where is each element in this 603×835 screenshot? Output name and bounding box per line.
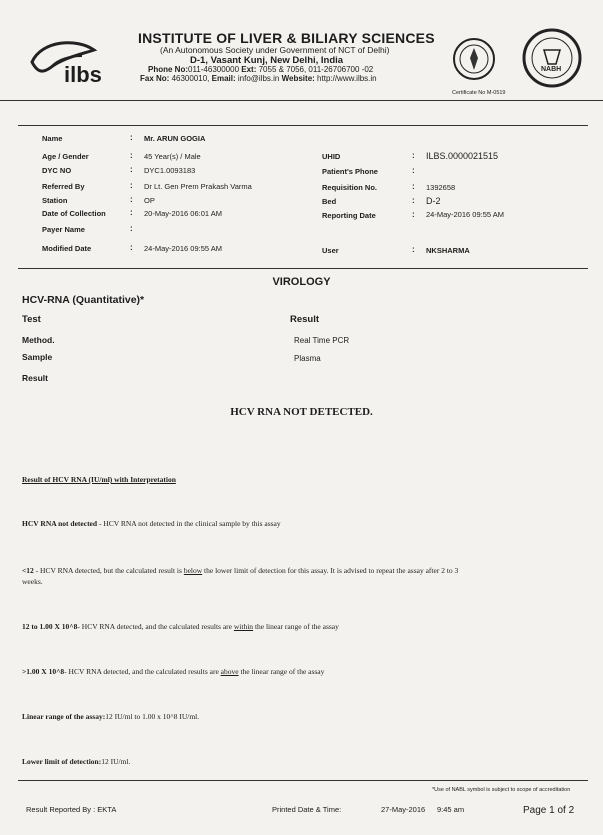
modified-date: 24-May-2016 09:55 AM: [144, 244, 222, 253]
collection-label: Date of Collection: [42, 209, 106, 218]
phone-label: Patient's Phone: [322, 167, 378, 176]
colon: :: [412, 245, 415, 254]
reporting-label: Reporting Date: [322, 211, 376, 220]
nabh-badge-icon: [522, 26, 582, 90]
colon: :: [130, 195, 133, 204]
printed-time: 9:45 am: [437, 805, 465, 814]
referred-label: Referred By: [42, 182, 85, 191]
interpretation-heading: Result of HCV RNA (IU/ml) with Interpretation: [22, 475, 176, 484]
page-number: Page 1 of 2: [523, 805, 575, 816]
colon: :: [412, 151, 415, 160]
user-name: NKSHARMA: [426, 246, 470, 255]
institute-name: INSTITUTE OF LIVER & BILIARY SCIENCES: [138, 30, 435, 46]
printed-date: 27-May-2016: [381, 805, 426, 814]
name-label: Name: [42, 134, 63, 143]
interp-above-range: >1.00 X 10^8- HCV RNA detected, and the calculated results are above the linear range of the assay: [22, 667, 325, 676]
interp-not-detected: HCV RNA not detected - HCV RNA not detected in the clinical sample by this assay: [22, 519, 281, 528]
referred-by: Dr Lt. Gen Prem Prakash Varma: [144, 182, 252, 191]
section-title: VIROLOGY: [272, 276, 331, 288]
age-label: Age / Gender: [42, 152, 89, 161]
phone-line: Phone No:011-46300000 Ext: 7055 & 7056, 011-26706700 -02: [148, 65, 374, 74]
nabl-note: *Use of NABL symbol is subject to scope of accreditation: [432, 787, 571, 793]
certificate-number: Certificate No M-0519: [452, 90, 506, 96]
header-divider: [0, 100, 603, 101]
reporting-date: 24-May-2016 09:55 AM: [426, 210, 504, 219]
sample-label: Sample: [22, 352, 53, 362]
colon: :: [130, 165, 133, 174]
station-label: Station: [42, 196, 68, 205]
bed-label: Bed: [322, 197, 337, 206]
result-label: Result: [22, 373, 48, 383]
test-label: Test: [22, 314, 41, 325]
payer-label: Payer Name: [42, 225, 85, 234]
patient-info-box: [18, 125, 588, 269]
patient-age: 45 Year(s) / Male: [144, 152, 201, 161]
ilbs-logo: [22, 32, 122, 90]
interp-below-limit: <12 - HCV RNA detected, but the calculated result is below the lower limit of detection for this assay. It is advised to repeat the assay after 2 to 3 weeks.: [22, 566, 459, 586]
colon: :: [130, 224, 133, 233]
result-value: HCV RNA NOT DETECTED.: [230, 406, 373, 418]
colon: :: [130, 243, 133, 252]
colon: :: [412, 196, 415, 205]
bed: D-2: [426, 196, 441, 206]
seal-icon: [452, 34, 496, 89]
test-title: HCV-RNA (Quantitative)*: [22, 294, 145, 306]
printed-label: Printed Date & Time:: [272, 805, 342, 814]
body-box: [18, 270, 588, 781]
patient-name: Mr. ARUN GOGIA: [144, 134, 206, 143]
colon: :: [130, 181, 133, 190]
method-label: Method.: [22, 335, 55, 345]
lower-limit: Lower limit of detection:12 IU/ml.: [22, 757, 131, 766]
colon: :: [130, 133, 133, 142]
collection-date: 20-May-2016 06:01 AM: [144, 209, 222, 218]
logo-text: ilbs: [64, 62, 102, 87]
user-label: User: [322, 246, 339, 255]
requisition-label: Requisition No.: [322, 183, 377, 192]
nabh-emblem: [522, 26, 582, 90]
requisition-number: 1392658: [426, 183, 456, 192]
method-value: Real Time PCR: [294, 336, 350, 345]
nabh-text: NABH: [541, 66, 562, 73]
colon: :: [130, 208, 133, 217]
patient-dyc: DYC1.0093183: [144, 166, 196, 175]
institute-address: D-1, Vasant Kunj, New Delhi, India: [190, 55, 344, 66]
uhid-label: UHID: [322, 152, 341, 161]
interp-within-range: 12 to 1.00 X 10^8- HCV RNA detected, and the calculated results are within the linear range of the assay: [22, 622, 339, 631]
result-header: Result: [290, 314, 320, 325]
sample-value: Plasma: [294, 354, 321, 363]
institute-subtitle: (An Autonomous Society under Government of NCT of Delhi): [160, 45, 390, 55]
reported-by: Result Reported By : EKTA: [26, 805, 117, 814]
fax-line: Fax No: 46300010, Email: info@ilbs.in Website: http://www.ilbs.in: [140, 74, 377, 83]
colon: :: [412, 210, 415, 219]
modified-label: Modified Date: [42, 244, 92, 253]
linear-range: Linear range of the assay:12 IU/ml to 1.00 x 10^8 IU/ml.: [22, 712, 200, 721]
dyc-label: DYC NO: [42, 166, 72, 175]
colon: :: [412, 166, 415, 175]
colon: :: [130, 151, 133, 160]
colon: :: [412, 182, 415, 191]
station: OP: [144, 196, 155, 205]
patient-uhid: ILBS.0000021515: [426, 151, 499, 161]
